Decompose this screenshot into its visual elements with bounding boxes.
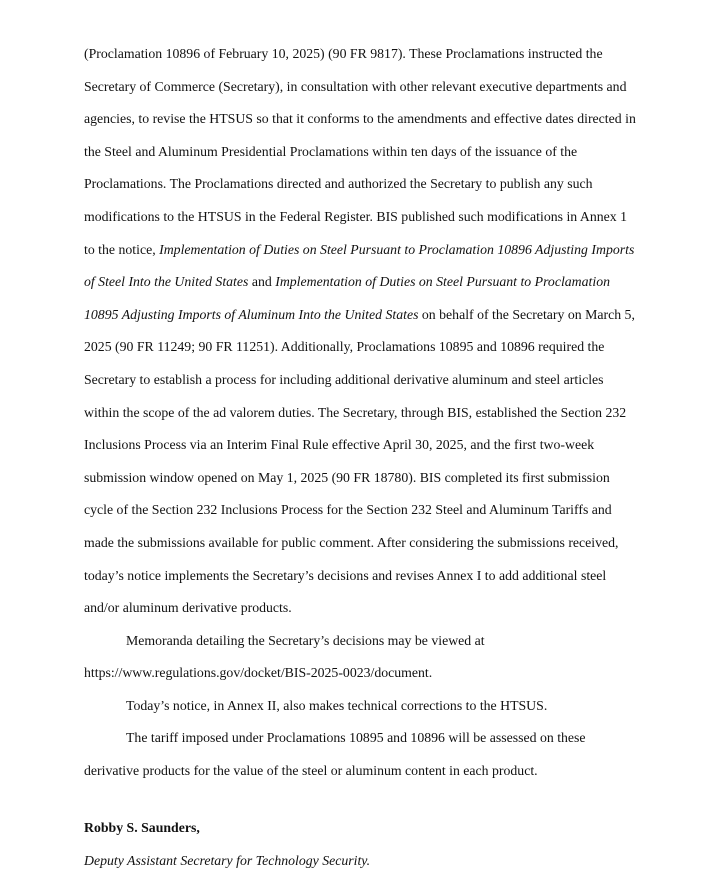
paragraph-proclamations [84, 38, 640, 625]
paragraph-text: and [248, 274, 276, 290]
docket-url: https://www.regulations.gov/docket/BIS-2025-0023/document. [84, 665, 433, 681]
paragraph-text: Memoranda detailing the Secretary’s decisions may be viewed at [126, 632, 485, 648]
paragraph-text: (Proclamation 10896 of February 10, 2025) (90 FR 9817). These Proclamations instructed the Secretary of Commerce (Secretary), in consultation with other relevant executive departments and agencies, to revise the HTSUS so that it conforms to the amendments and effective dates directed in the Steel and Aluminum Presidential Proclamations within ten days of the issuance of the Proclamations. The Proclamations directed and authorized the Secretary to publish any such modifications to the HTSUS in the Federal Register. BIS published such modifications in Annex 1 to the notice, [84, 46, 636, 257]
document-body [84, 38, 640, 788]
notice-title-aluminum: Implementation of Duties on Steel Pursuant to Proclamation 10895 Adjusting Imports of Aluminum Into the United States [84, 274, 611, 322]
paragraph-text: Today’s notice, in Annex II, also makes technical corrections to the HTSUS. [126, 697, 548, 713]
paragraph-text: The tariff imposed under Proclamations 10895 and 10896 will be assessed on these derivative products for the value of the steel or aluminum content in each product. [84, 730, 586, 779]
signatory-title: Deputy Assistant Secretary for Technology Security. [84, 853, 371, 868]
paragraph-tariff [84, 722, 640, 787]
signatory-name: Robby S. Saunders, [84, 820, 200, 835]
notice-title-steel: Implementation of Duties on Steel Pursuant to Proclamation 10896 Adjusting Imports of Steel Into the United States [84, 241, 635, 290]
paragraph-technical-corrections [84, 690, 640, 723]
paragraph-memoranda-url [84, 657, 640, 690]
paragraph-text: on behalf of the Secretary on March 5, 2025 (90 FR 11249; 90 FR 11251). Additionally, Proclamations 10895 and 10896 required the Secretary to establish a process for including additional derivative aluminum and steel articles within the scope of the ad valorem duties. The Secretary, through BIS, established the Section 232 Inclusions Process via an Interim Final Rule effective April 30, 2025, and the first two-week submission window opened on May 1, 2025 (90 FR 18780). BIS completed its first submission cycle of the Section 232 Inclusions Process for the Section 232 Steel and Aluminum Tariffs and made the submissions available for public comment. After considering the submissions received, today’s notice implements the Secretary’s decisions and revises Annex I to add additional steel and/or aluminum derivative products. [84, 306, 635, 616]
paragraph-memoranda [84, 625, 640, 658]
